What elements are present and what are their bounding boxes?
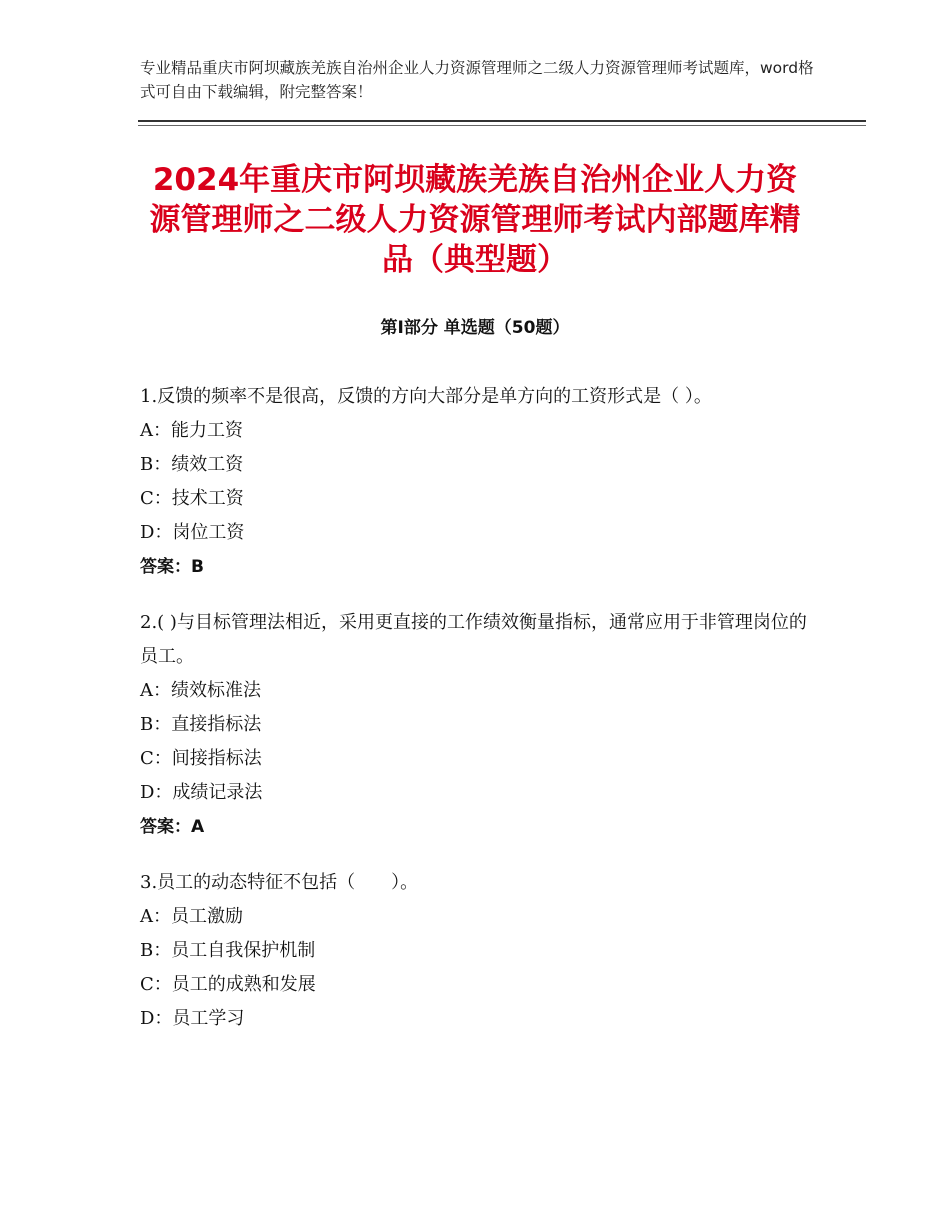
option-d: D：员工学习 <box>140 1008 245 1029</box>
answer: 答案：A <box>140 817 205 837</box>
option-b: B：绩效工资 <box>140 454 244 475</box>
question-2 <box>140 606 820 844</box>
question-3 <box>140 866 820 1036</box>
question-list <box>140 380 820 1058</box>
option-a: A：员工激励 <box>140 906 243 927</box>
option-c: C：员工的成熟和发展 <box>140 974 316 995</box>
option-c: C：技术工资 <box>140 488 244 509</box>
question-1 <box>140 380 820 584</box>
section-title: 第Ⅰ部分 单选题（50题） <box>380 318 570 338</box>
header-rule-thin <box>138 125 866 126</box>
answer: 答案：B <box>140 557 204 577</box>
header-rule-thick <box>138 120 866 122</box>
document-title: 2024年重庆市阿坝藏族羌族自治州企业人力资源管理师之二级人力资源管理师考试内部题库精品（典型题） <box>149 162 801 278</box>
header-note: 专业精品重庆市阿坝藏族羌族自治州企业人力资源管理师之二级人力资源管理师考试题库，word格式可自由下载编辑，附完整答案！ <box>140 59 814 101</box>
question-stem: 2.( )与目标管理法相近，采用更直接的工作绩效衡量指标，通常应用于非管理岗位的员工。 <box>140 612 807 667</box>
option-a: A：绩效标准法 <box>140 680 261 701</box>
question-stem: 1.反馈的频率不是很高，反馈的方向大部分是单方向的工资形式是（ ）。 <box>140 386 712 407</box>
option-c: C：间接指标法 <box>140 748 262 769</box>
question-stem: 3.员工的动态特征不包括（ ）。 <box>140 872 419 893</box>
option-b: B：员工自我保护机制 <box>140 940 316 961</box>
option-b: B：直接指标法 <box>140 714 262 735</box>
option-d: D：成绩记录法 <box>140 782 263 803</box>
option-a: A：能力工资 <box>140 420 243 441</box>
option-d: D：岗位工资 <box>140 522 245 543</box>
